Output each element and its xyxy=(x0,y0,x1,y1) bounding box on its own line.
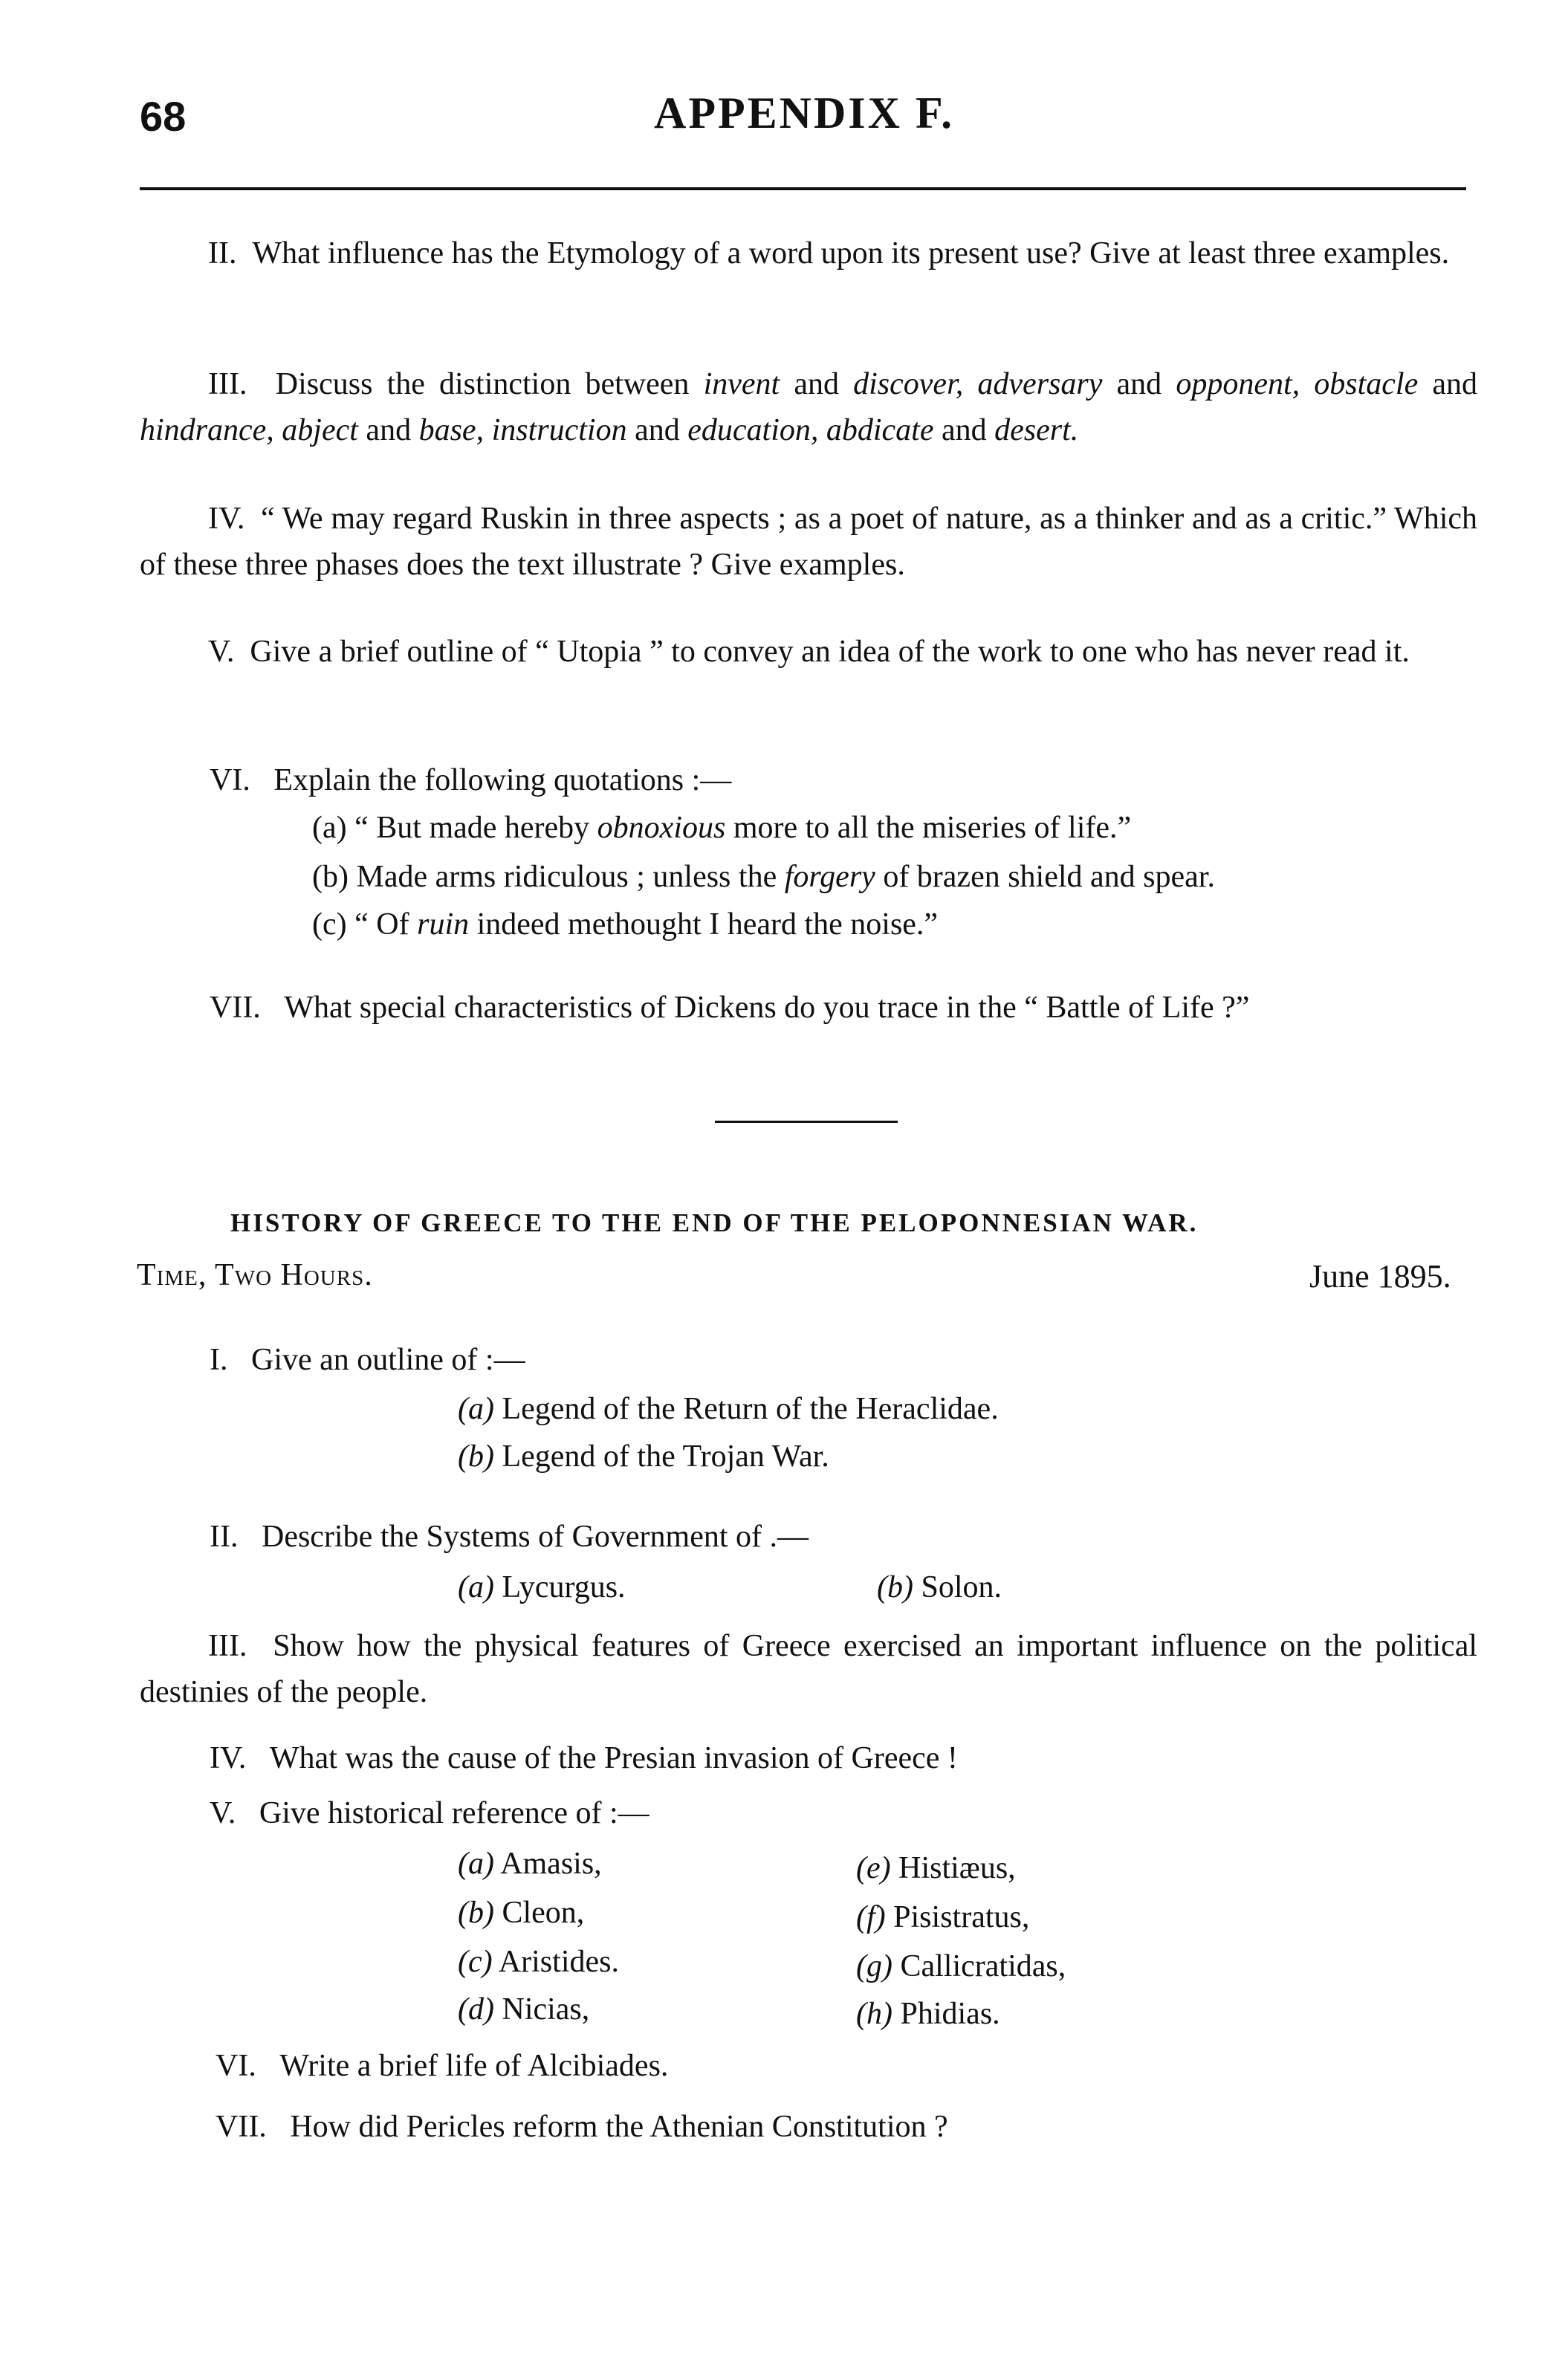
quote-text: more to all the miseries of life.” xyxy=(733,811,1132,845)
quote-text: “ Of xyxy=(354,907,409,942)
item-label: (b) xyxy=(458,1896,494,1930)
term: education, xyxy=(687,413,819,447)
item-text: Legend of the Return of the Heraclidae. xyxy=(502,1392,999,1426)
item-text: Solon. xyxy=(921,1570,1002,1604)
reference-item-f xyxy=(856,1895,1029,1940)
question-text: Give historical reference of :— xyxy=(259,1796,649,1830)
item-label: (e) xyxy=(856,1851,891,1885)
question-number: VII. xyxy=(210,991,261,1025)
history-question-1-a xyxy=(458,1387,999,1431)
conjunction: and xyxy=(942,413,987,447)
quotation-b xyxy=(312,855,1215,899)
conjunction: and xyxy=(635,413,680,447)
question-text: Give a brief outline of “ Utopia ” to convey an idea of the work to one who has never read it. xyxy=(250,635,1410,669)
item-label: (a) xyxy=(458,1570,494,1604)
question-number: IV. xyxy=(210,1741,247,1775)
question-number: III. xyxy=(208,1629,247,1663)
quote-keyword: ruin xyxy=(417,907,470,942)
question-number: V. xyxy=(210,1796,236,1830)
history-question-1-b xyxy=(458,1434,829,1479)
quote-keyword: forgery xyxy=(784,860,875,894)
term: desert. xyxy=(994,413,1079,447)
reference-item-a xyxy=(458,1841,602,1886)
term: instruction xyxy=(491,413,627,447)
header-rule xyxy=(140,187,1466,190)
question-number: VI. xyxy=(216,2049,256,2083)
history-question-2-a xyxy=(458,1565,626,1610)
item-label: (a) xyxy=(458,1847,494,1881)
conjunction: and xyxy=(366,413,412,447)
item-text: Aristides. xyxy=(498,1945,619,1979)
conjunction: and xyxy=(1432,367,1478,401)
conjunction: and xyxy=(1116,367,1162,401)
reference-item-g xyxy=(856,1944,1066,1989)
question-text: Show how the physical features of Greece exercised an important influence on the political destinies of the people. xyxy=(140,1629,1478,1709)
question-number: IV. xyxy=(208,502,245,536)
item-text: Phidias. xyxy=(900,1997,1000,2031)
question-text: What influence has the Etymology of a word upon its present use? Give at least three examples. xyxy=(252,236,1450,271)
history-question-3 xyxy=(140,1623,1477,1715)
question-5 xyxy=(140,629,1477,675)
quotation-a xyxy=(312,806,1131,850)
history-question-2-b xyxy=(877,1565,1002,1610)
exam-date: June 1895. xyxy=(1309,1258,1451,1295)
history-question-1 xyxy=(210,1338,525,1382)
section-title: HISTORY OF GREECE TO THE END OF THE PELOPONNESIAN WAR. xyxy=(230,1208,1199,1237)
item-text: Amasis, xyxy=(500,1847,602,1881)
reference-item-h xyxy=(856,1992,1000,2036)
quote-text: “ But made hereby xyxy=(354,811,590,845)
question-text: Write a brief life of Alcibiades. xyxy=(279,2049,669,2083)
conjunction: and xyxy=(794,367,839,401)
page-title: APPENDIX F. xyxy=(654,88,955,137)
item-text: Pisistratus, xyxy=(893,1900,1030,1934)
question-number: VI. xyxy=(210,763,250,797)
question-text: How did Pericles reform the Athenian Constitution ? xyxy=(290,2110,948,2144)
item-label: (b) xyxy=(458,1439,494,1474)
term: base, xyxy=(418,413,485,447)
question-number: III. xyxy=(208,367,247,401)
term: invent xyxy=(703,367,780,401)
question-7 xyxy=(210,985,1249,1030)
question-number: VII. xyxy=(216,2110,267,2144)
item-label: (b) xyxy=(877,1570,913,1604)
item-label: (a) xyxy=(312,811,347,845)
item-text: Histiæus, xyxy=(898,1851,1016,1885)
term: abdicate xyxy=(826,413,934,447)
history-question-4 xyxy=(210,1736,958,1781)
page-number: 68 xyxy=(140,93,187,140)
item-text: Callicratidas, xyxy=(900,1949,1066,1983)
quote-text: indeed methought I heard the noise.” xyxy=(476,907,939,942)
reference-item-e xyxy=(856,1846,1016,1891)
item-text: Legend of the Trojan War. xyxy=(502,1439,829,1474)
question-lead: Discuss the distinction between xyxy=(275,367,690,401)
reference-item-c xyxy=(458,1940,619,1984)
question-text: What special characteristics of Dickens do you trace in the “ Battle of Life ?” xyxy=(284,991,1250,1025)
item-label: (c) xyxy=(458,1945,493,1979)
term: adversary xyxy=(977,367,1103,401)
history-question-2 xyxy=(210,1515,809,1559)
question-number: II. xyxy=(210,1520,239,1554)
item-label: (b) xyxy=(312,860,349,894)
item-text: Lycurgus. xyxy=(502,1570,626,1604)
item-label: (f) xyxy=(856,1900,886,1934)
question-text: Describe the Systems of Government of .— xyxy=(261,1520,809,1554)
term: abject xyxy=(282,413,358,447)
quote-keyword: obnoxious xyxy=(597,811,726,845)
term: hindrance, xyxy=(140,413,274,447)
quote-text: of brazen shield and spear. xyxy=(883,860,1215,894)
term: obstacle xyxy=(1314,367,1419,401)
item-label: (d) xyxy=(458,1992,494,2027)
item-label: (c) xyxy=(312,907,347,942)
question-3 xyxy=(140,361,1477,453)
item-label: (a) xyxy=(458,1392,494,1426)
question-text: “ We may regard Ruskin in three aspects ; as a poet of nature, as a thinker and as a critic.” Which of these three phases does the text illustrate ? Give examples. xyxy=(140,502,1478,582)
history-question-6 xyxy=(216,2044,668,2088)
question-number: II. xyxy=(208,236,237,271)
question-number: I. xyxy=(210,1343,228,1377)
section-divider xyxy=(715,1121,898,1123)
item-text: Cleon, xyxy=(502,1896,585,1930)
item-text: Nicias, xyxy=(502,1992,590,2027)
term: discover, xyxy=(853,367,964,401)
term: opponent, xyxy=(1176,367,1300,401)
question-number: V. xyxy=(208,635,235,669)
time-allowed: Time, Two Hours. xyxy=(137,1258,373,1292)
question-2 xyxy=(140,230,1477,276)
item-label: (g) xyxy=(856,1949,892,1983)
quote-text: Made arms ridiculous ; unless the xyxy=(356,860,777,894)
question-text: Give an outline of :— xyxy=(251,1343,525,1377)
reference-item-d xyxy=(458,1987,589,2032)
question-4 xyxy=(140,496,1477,588)
item-label: (h) xyxy=(856,1997,892,2031)
question-text: What was the cause of the Presian invasion of Greece ! xyxy=(269,1741,958,1775)
question-6-lead xyxy=(210,758,731,803)
history-question-7 xyxy=(216,2105,948,2149)
quotation-c xyxy=(312,902,938,947)
history-question-5 xyxy=(210,1791,649,1836)
reference-item-b xyxy=(458,1891,584,1935)
question-text: Explain the following quotations :— xyxy=(273,763,732,797)
